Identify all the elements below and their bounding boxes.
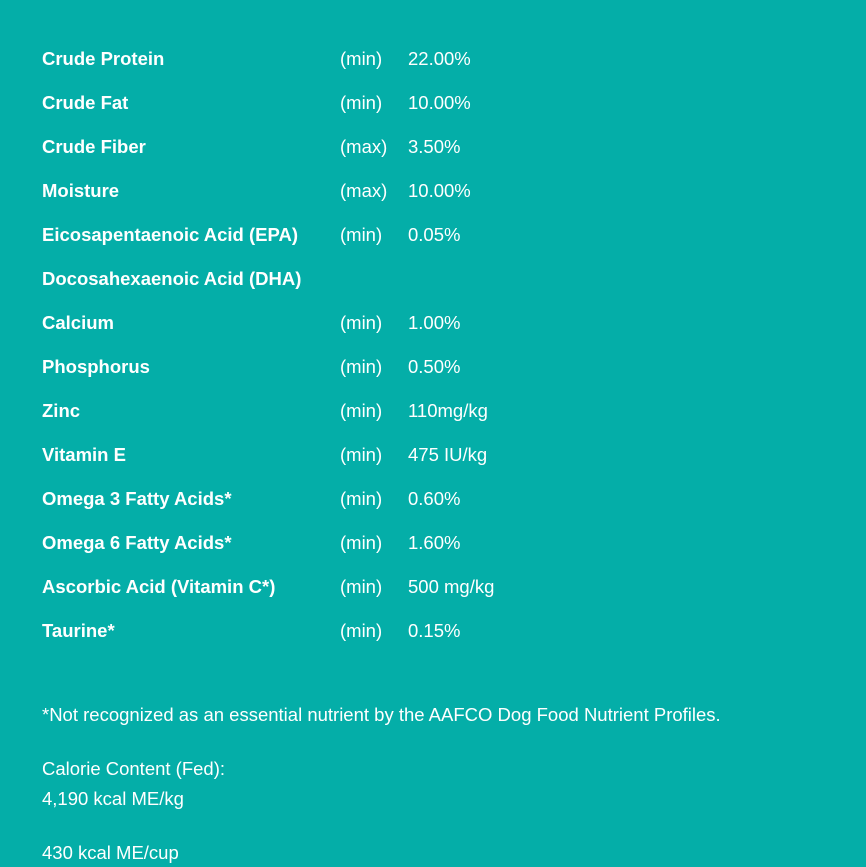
analysis-row-phosphorus [42,345,822,389]
analysis-row-omega-6 [42,521,822,565]
nutrient-qualifier: (min) [340,487,383,509]
nutrient-qualifier: (min) [340,311,383,333]
nutrient-name: Eicosapentaenoic Acid (EPA) [42,223,298,245]
nutrient-qualifier: (min) [340,399,383,421]
analysis-row-taurine [42,609,822,653]
nutrient-amount: 10.00% [408,91,471,113]
guaranteed-analysis-table [42,37,822,653]
analysis-row-ascorbic-acid [42,565,822,609]
analysis-row-omega-3 [42,477,822,521]
nutrient-name: Crude Fiber [42,135,146,157]
nutrient-name: Moisture [42,179,120,201]
nutrient-qualifier: (min) [340,223,383,245]
nutrient-qualifier: (min) [340,355,383,377]
analysis-row-vitamin-e [42,433,822,477]
nutrient-amount: 22.00% [408,47,471,69]
nutrient-amount: 110mg/kg [408,399,488,421]
aafco-footnote: *Not recognized as an essential nutrient by the AAFCO Dog Food Nutrient Profiles. [42,703,721,725]
nutrient-amount: 1.60% [408,531,461,553]
analysis-row-crude-fat [42,81,822,125]
nutrient-amount: 10.00% [408,179,471,201]
nutrient-name: Ascorbic Acid (Vitamin C*) [42,575,276,597]
nutrient-qualifier: (min) [340,575,383,597]
analysis-row-crude-fiber [42,125,822,169]
analysis-row-crude-protein [42,37,822,81]
calorie-content-heading: Calorie Content (Fed): [42,757,226,779]
analysis-row-zinc [42,389,822,433]
nutrient-qualifier: (min) [340,531,383,553]
analysis-row-calcium [42,301,822,345]
nutrient-amount: 475 IU/kg [408,443,488,465]
nutrient-amount: 0.05% [408,223,461,245]
nutrient-amount: 1.00% [408,311,461,333]
calorie-content-per-cup: 430 kcal ME/cup [42,841,179,863]
nutrient-name: Calcium [42,311,114,333]
nutrient-qualifier: (max) [340,179,388,201]
nutrient-qualifier: (min) [340,619,383,641]
analysis-row-moisture [42,169,822,213]
nutrient-amount: 3.50% [408,135,461,157]
nutrient-name: Phosphorus [42,355,150,377]
nutrient-amount: 0.50% [408,355,461,377]
nutrient-amount: 0.60% [408,487,461,509]
analysis-row-epa [42,213,822,257]
nutrient-name: Zinc [42,399,81,421]
nutrient-qualifier: (min) [340,47,383,69]
nutrient-amount: 0.15% [408,619,461,641]
nutrient-name: Omega 3 Fatty Acids* [42,487,232,509]
nutrient-name: Docosahexaenoic Acid (DHA) [42,267,302,289]
nutrient-name: Vitamin E [42,443,126,465]
nutrient-amount: 500 mg/kg [408,575,495,597]
nutrient-name: Omega 6 Fatty Acids* [42,531,232,553]
nutrient-qualifier: (min) [340,91,383,113]
nutrient-qualifier: (max) [340,135,388,157]
nutrient-name: Taurine* [42,619,115,641]
nutrient-name: Crude Fat [42,91,129,113]
analysis-row-dha [42,257,822,301]
nutrient-qualifier: (min) [340,443,383,465]
calorie-content-per-kg: 4,190 kcal ME/kg [42,787,184,809]
nutrient-name: Crude Protein [42,47,165,69]
